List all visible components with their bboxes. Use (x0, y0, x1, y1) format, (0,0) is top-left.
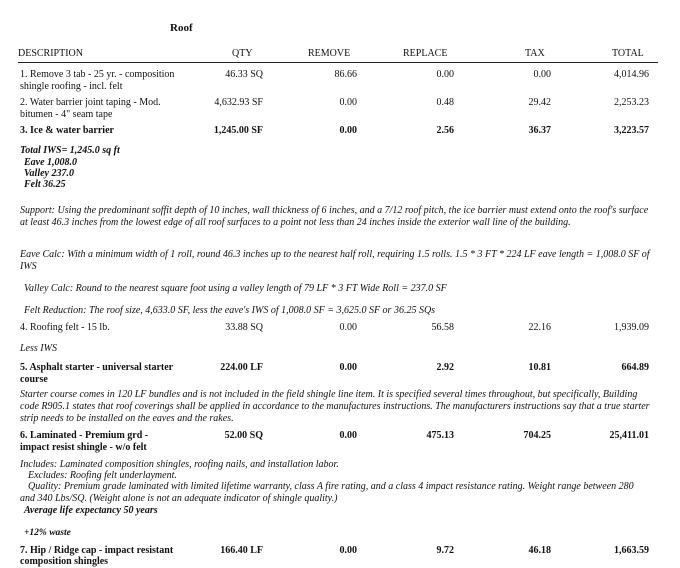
col-total: TOTAL (612, 48, 644, 59)
col-replace: REPLACE (403, 48, 448, 59)
col-description: DESCRIPTION (18, 48, 84, 59)
item-total: 664.89 (621, 362, 649, 373)
includes-note: Includes: Laminated composition shingles, roofing nails, and installation labor. (20, 459, 339, 470)
item-total: 25,411.01 (609, 430, 649, 441)
item-qty: 46.33 SQ (225, 69, 263, 80)
item-replace: 56.58 (431, 322, 454, 333)
item-replace: 0.00 (436, 69, 454, 80)
header-rule (18, 62, 658, 63)
valley-calc-note: Valley Calc: Round to the nearest square foot using a valley length of 79 LF * 3 FT Wide Roll = 237.0 SF (24, 283, 447, 294)
item-replace: 2.92 (436, 362, 454, 373)
starter-note: Starter course comes in 120 LF bundles and is not included in the field shingle line item. It is specified several times throughout, but specifically, Building code R905.1 states that roof coverings shall be applied in accordance to the manufactures instructions. The manufacturers instructions say that a true starter strip needs to be installed on the eaves and the rakes. (20, 389, 650, 424)
item-remove: 0.00 (339, 430, 357, 441)
item-total: 1,939.09 (614, 322, 649, 333)
item-description-cont: composition shingles (20, 556, 109, 567)
iws-valley: Valley 237.0 (24, 168, 74, 179)
support-note: Support: Using the predominant soffit depth of 10 inches, wall thickness of 6 inches, and a 7/12 roof pitch, the ice barrier must extend onto the roof's surface at least 46.3 inches from the lowest edge of all roof surfaces to a point not less than 24 inches inside the exterior wall line of the building. (20, 205, 649, 228)
iws-eave: Eave 1,008.0 (24, 157, 78, 168)
waste-note: +12% waste (24, 528, 71, 538)
section-title: Roof (170, 22, 193, 34)
item-tax: 36.37 (528, 125, 551, 136)
item-remove: 0.00 (339, 545, 357, 556)
col-tax: TAX (525, 48, 545, 59)
eave-calc-note: Eave Calc: With a minimum width of 1 roll, round 46.3 inches up to the nearest half roll, requiring 1.5 rolls. 1.5 * 3 FT * 224 LF eave length = 1,008.0 SF of IWS (20, 249, 650, 272)
iws-felt: Felt 36.25 (24, 179, 66, 190)
item-total: 1,663.59 (614, 545, 649, 556)
item-qty: 166.40 LF (220, 545, 263, 556)
item-description: 1. Remove 3 tab - 25 yr. - composition (20, 69, 175, 80)
item-description-cont: shingle roofing - incl. felt (20, 81, 123, 92)
col-qty: QTY (232, 48, 253, 59)
item-remove: 0.00 (339, 97, 357, 108)
item-remove: 86.66 (334, 69, 357, 80)
quality-note: Quality: Premium grade laminated with limited lifetime warranty, class A fire rating, and a class 4 impact resistance rating. Weight range between 280 and 340 Lbs/SQ. (Weight alone is not an adequate indicator of shingle quality.) (20, 481, 634, 504)
item-tax: 22.16 (528, 322, 551, 333)
iws-total: Total IWS= 1,245.0 sq ft (20, 145, 120, 156)
item-description: 7. Hip / Ridge cap - impact resistant (20, 545, 174, 556)
item-tax: 46.18 (528, 545, 551, 556)
item-replace: 0.48 (436, 97, 454, 108)
excludes-note: Excludes: Roofing felt underlayment. (28, 470, 177, 481)
item-description-cont: bitumen - 4" seam tape (20, 109, 113, 120)
item-description: 6. Laminated - Premium grd - (20, 430, 149, 441)
item-remove: 0.00 (339, 322, 357, 333)
item-total: 3,223.57 (614, 125, 649, 136)
item-qty: 52.00 SQ (224, 430, 263, 441)
item-replace: 475.13 (426, 430, 454, 441)
item-qty: 224.00 LF (220, 362, 263, 373)
item-tax: 29.42 (528, 97, 551, 108)
item-description: 4. Roofing felt - 15 lb. (20, 322, 110, 333)
item-description-cont: impact resist shingle - w/o felt (20, 442, 147, 453)
item-total: 2,253.23 (614, 97, 649, 108)
item-total: 4,014.96 (614, 69, 649, 80)
item-qty: 4,632.93 SF (214, 97, 263, 108)
less-iws-note: Less IWS (20, 343, 57, 354)
item-description: 2. Water barrier joint taping - Mod. (20, 97, 161, 108)
item-remove: 0.00 (339, 125, 357, 136)
item-remove: 0.00 (339, 362, 357, 373)
item-description-cont: course (20, 374, 48, 385)
item-qty: 1,245.00 SF (213, 125, 263, 136)
col-remove: REMOVE (308, 48, 351, 59)
item-description: 3. Ice & water barrier (20, 125, 114, 136)
item-tax: 0.00 (533, 69, 551, 80)
felt-reduction-note: Felt Reduction: The roof size, 4,633.0 SF, less the eave's IWS of 1,008.0 SF = 3,625.0 SF or 36.25 SQs (24, 305, 436, 316)
item-qty: 33.88 SQ (225, 322, 263, 333)
item-tax: 10.81 (528, 362, 551, 373)
item-replace: 9.72 (436, 545, 454, 556)
item-description: 5. Asphalt starter - universal starter (20, 362, 174, 373)
item-tax: 704.25 (523, 430, 551, 441)
item-replace: 2.56 (436, 125, 454, 136)
life-expectancy-note: Average life expectancy 50 years (24, 505, 158, 516)
